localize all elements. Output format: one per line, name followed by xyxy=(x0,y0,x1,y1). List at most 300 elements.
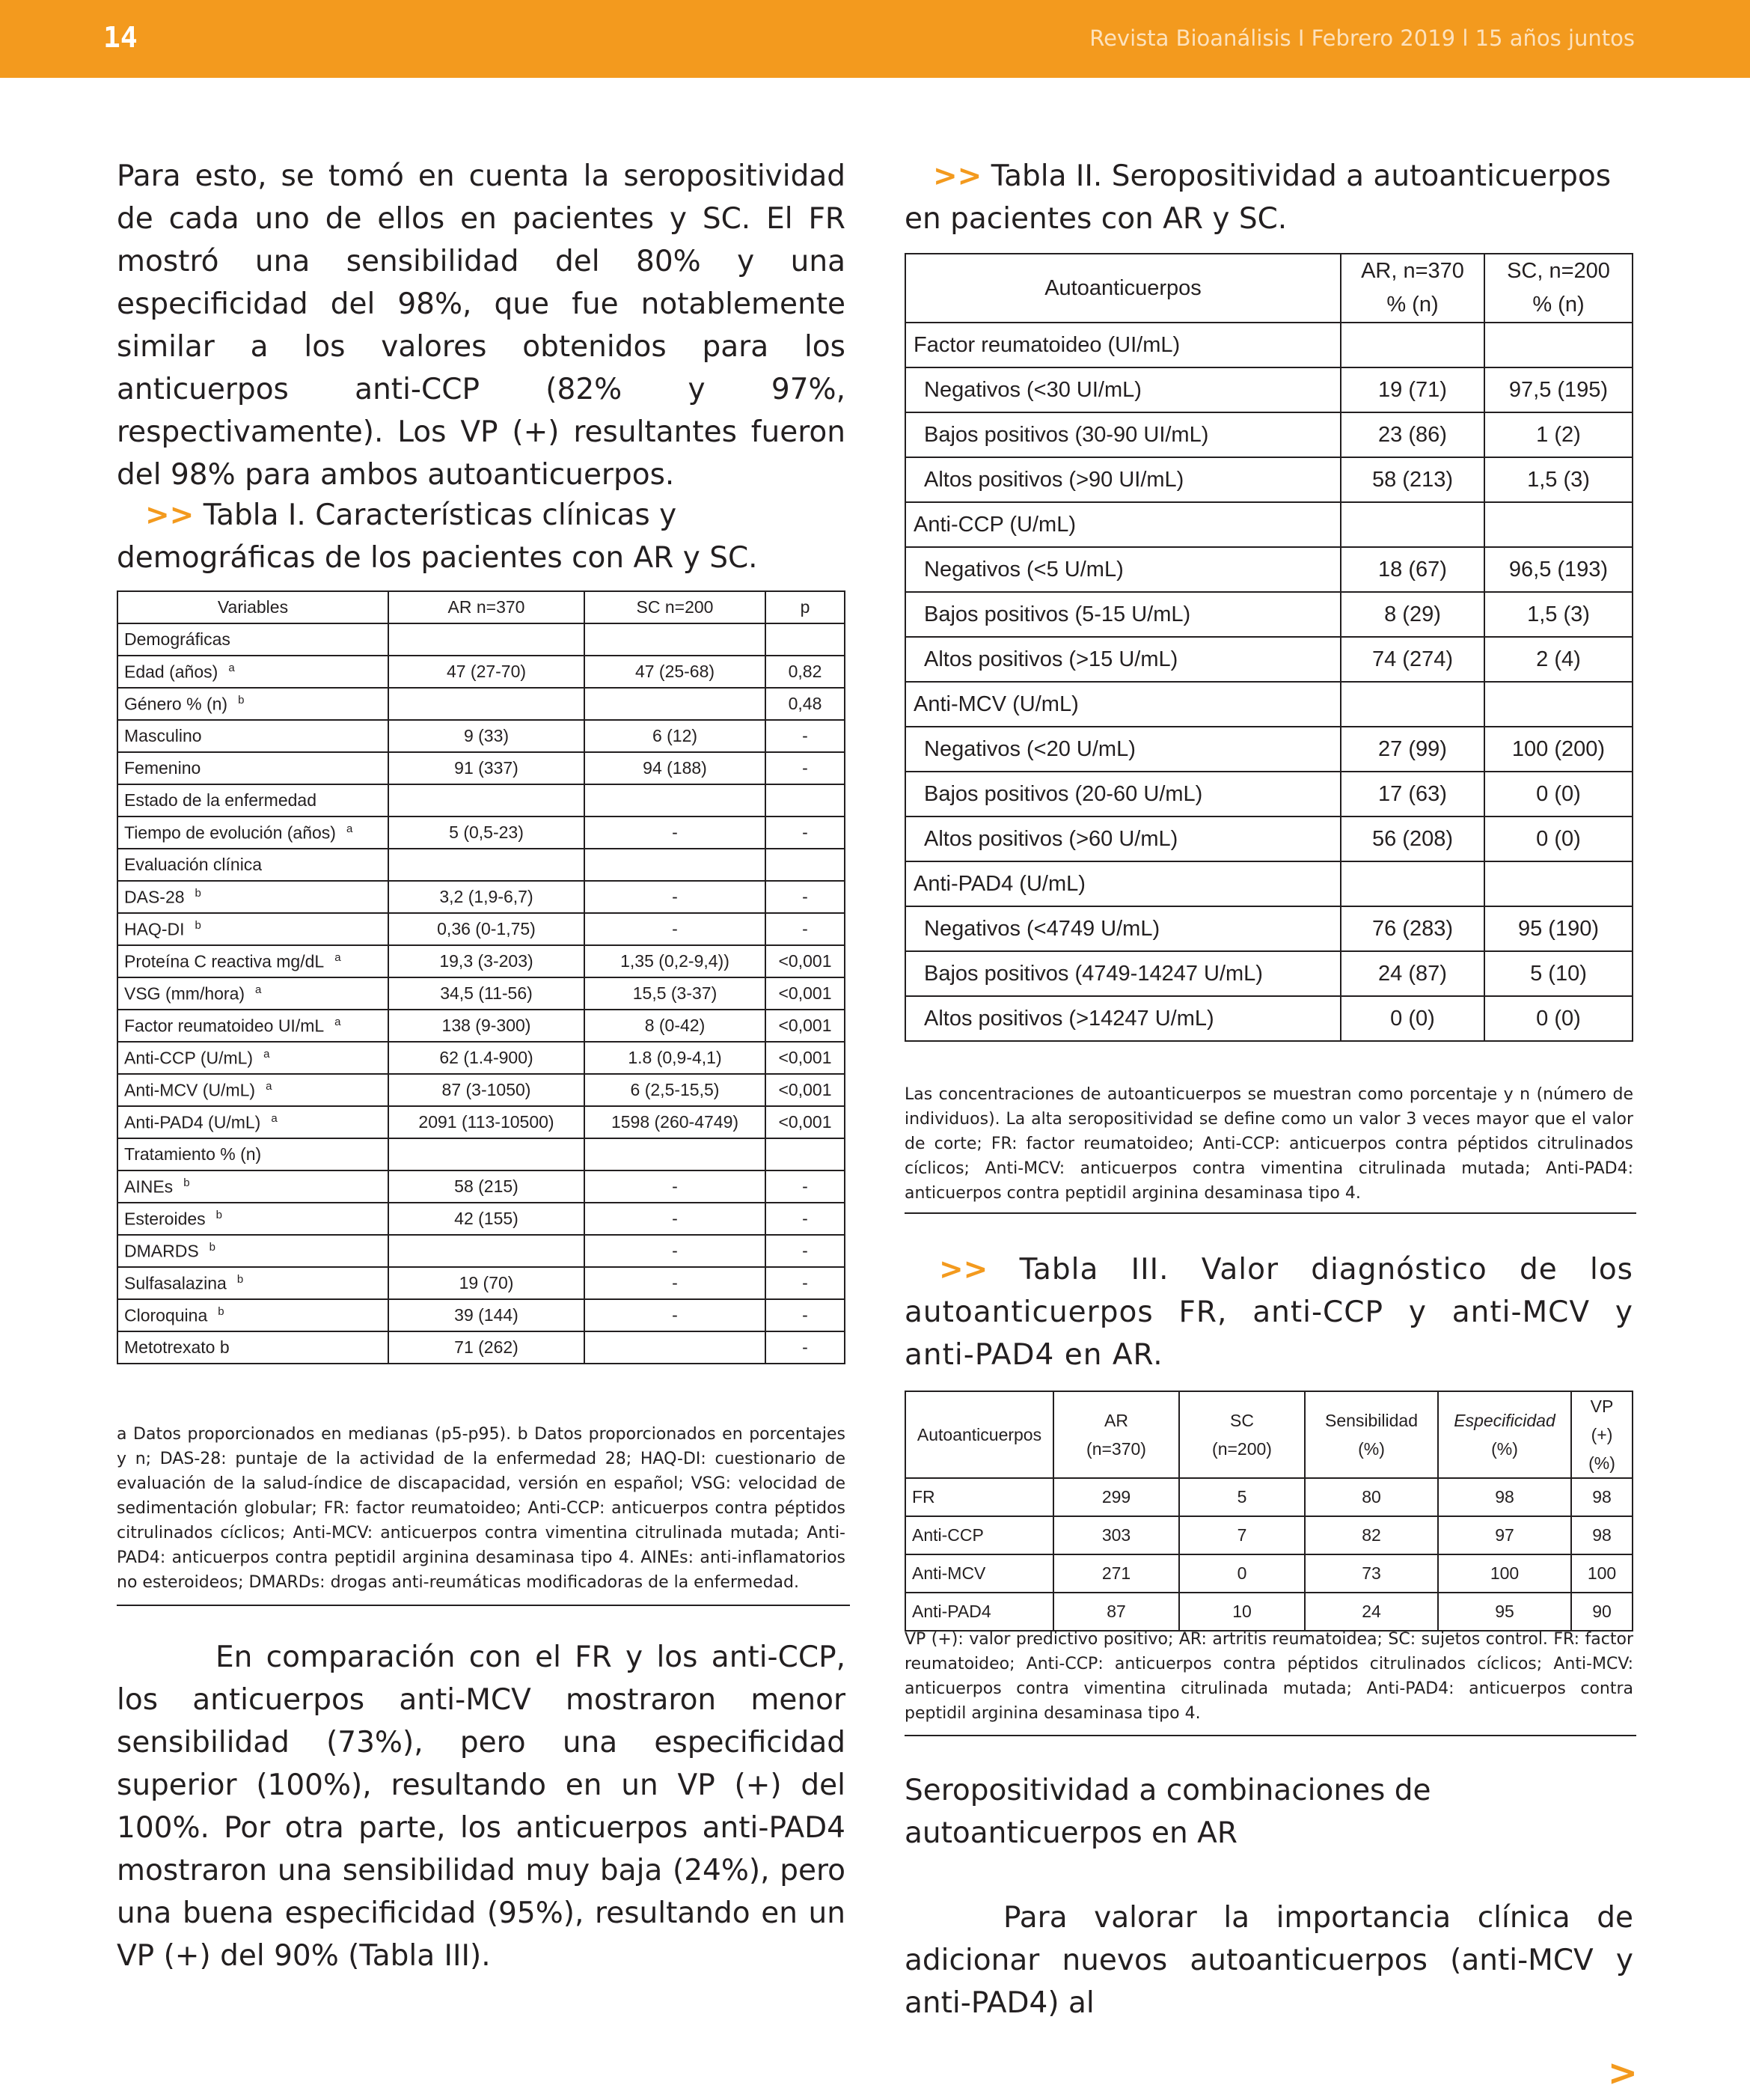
table1-row xyxy=(117,977,845,1010)
table2-cell-sc: 5 (10) xyxy=(1484,951,1633,996)
table1-cell-variable xyxy=(117,623,388,656)
table2-row xyxy=(905,951,1633,996)
table1-footnote-marker: b xyxy=(238,693,245,706)
table2-cell-ar: 24 (87) xyxy=(1341,951,1484,996)
table1-cell-variable xyxy=(117,1235,388,1267)
table2-cell-sc: 97,5 (195) xyxy=(1484,367,1633,412)
table3-header-line2: (n=200) xyxy=(1212,1439,1272,1459)
table1-row xyxy=(117,1203,845,1235)
table1-cell-variable xyxy=(117,1138,388,1170)
table2-cell-sc: 1,5 (3) xyxy=(1484,457,1633,502)
table3-header-cell xyxy=(1438,1391,1571,1478)
table2-cell-ar: 23 (86) xyxy=(1341,412,1484,457)
table3-cell-vp: 98 xyxy=(1571,1516,1633,1554)
table1 xyxy=(117,590,845,1364)
table1-variable-label: DMARDS xyxy=(124,1241,199,1261)
table1-variable-label: Esteroides xyxy=(124,1209,206,1229)
table1-cell-ar: 3,2 (1,9-6,7) xyxy=(388,881,584,913)
table1-footnote-marker: a xyxy=(334,1015,341,1028)
table1-row xyxy=(117,1042,845,1074)
table2-cell-sc xyxy=(1484,682,1633,727)
table1-row xyxy=(117,752,845,784)
table1-cell-ar xyxy=(388,623,584,656)
table2-cell-ar: 17 (63) xyxy=(1341,772,1484,817)
table2-cell-sc: 1,5 (3) xyxy=(1484,592,1633,637)
running-title: Revista Bioanálisis I Febrero 2019 l 15 años juntos xyxy=(1089,25,1635,51)
table1-cell-ar: 5 (0,5-23) xyxy=(388,817,584,849)
table1-row xyxy=(117,1138,845,1170)
table1-body xyxy=(117,623,845,1364)
table3-arrow: >> xyxy=(939,1253,988,1286)
table3-header-line1: Especificidad xyxy=(1454,1411,1555,1430)
table1-cell-p: - xyxy=(765,1203,845,1235)
table1-header-sc: SC n=200 xyxy=(584,591,765,623)
table1-cell-sc: - xyxy=(584,1235,765,1267)
table2-cell-label: Negativos (<20 U/mL) xyxy=(905,727,1341,772)
table1-variable-label: Femenino xyxy=(124,758,201,778)
table1-cell-p: <0,001 xyxy=(765,1010,845,1042)
table3-cell-ar: 299 xyxy=(1053,1478,1179,1516)
table1-cell-p: <0,001 xyxy=(765,945,845,977)
table1-variable-label: Proteína C reactiva mg/dL xyxy=(124,951,325,971)
table2-cell-label: Bajos positivos (20-60 U/mL) xyxy=(905,772,1341,817)
table1-footnote-marker: a xyxy=(271,1111,278,1125)
page-number: 14 xyxy=(103,21,138,54)
table1-variable-label: Cloroquina xyxy=(124,1305,208,1325)
table2-row xyxy=(905,861,1633,906)
table1-cell-variable xyxy=(117,881,388,913)
table1-row xyxy=(117,656,845,688)
table1-cell-p: <0,001 xyxy=(765,1042,845,1074)
table3-cell-name: Anti-PAD4 xyxy=(905,1593,1053,1631)
table1-row xyxy=(117,913,845,945)
table2-cell-ar: 74 (274) xyxy=(1341,637,1484,682)
table1-header-variables: Variables xyxy=(117,591,388,623)
table3-bottom-rule xyxy=(905,1735,1636,1736)
table2-body xyxy=(905,323,1633,1041)
table1-row xyxy=(117,1235,845,1267)
table1-cell-ar: 62 (1.4-900) xyxy=(388,1042,584,1074)
table1-cell-p: 0,48 xyxy=(765,688,845,720)
table3-cell-sens: 82 xyxy=(1305,1516,1438,1554)
table3-cell-ar: 303 xyxy=(1053,1516,1179,1554)
table1-cell-sc xyxy=(584,849,765,881)
table1-cell-variable xyxy=(117,752,388,784)
table2-row xyxy=(905,817,1633,861)
table2-cell-label: Negativos (<4749 U/mL) xyxy=(905,906,1341,951)
table2-header-autoanticuerpos: Autoanticuerpos xyxy=(905,254,1341,323)
table1-cell-p: - xyxy=(765,881,845,913)
table2-cell-ar xyxy=(1341,502,1484,547)
table1-cell-sc: 47 (25-68) xyxy=(584,656,765,688)
table2-row xyxy=(905,682,1633,727)
table1-footnote-marker: a xyxy=(346,822,353,835)
table1-cell-ar xyxy=(388,784,584,817)
table2-cell-ar: 76 (283) xyxy=(1341,906,1484,951)
table3-body xyxy=(905,1478,1633,1631)
table3-cell-spec: 100 xyxy=(1438,1554,1571,1593)
table1-cell-sc: - xyxy=(584,1267,765,1299)
table1-footnote-marker: b xyxy=(215,1208,223,1221)
table3-header-line1: Autoanticuerpos xyxy=(917,1425,1042,1444)
table1-cell-p xyxy=(765,849,845,881)
table1-cell-variable xyxy=(117,656,388,688)
table3-cell-ar: 271 xyxy=(1053,1554,1179,1593)
table1-cell-p: - xyxy=(765,1331,845,1364)
table3-row xyxy=(905,1478,1633,1516)
table3-header-line1: SC xyxy=(1230,1411,1254,1430)
table2-cell-sc: 96,5 (193) xyxy=(1484,547,1633,592)
table1-cell-p: - xyxy=(765,1235,845,1267)
table3-header-row xyxy=(905,1391,1633,1478)
table1-variable-label: Género % (n) xyxy=(124,694,228,714)
table1-cell-sc: 1598 (260-4749) xyxy=(584,1106,765,1138)
table1-variable-label: Sulfasalazina xyxy=(124,1273,227,1293)
table1-cell-ar xyxy=(388,688,584,720)
table1-row xyxy=(117,881,845,913)
table2-cell-sc: 100 (200) xyxy=(1484,727,1633,772)
table1-cell-ar: 71 (262) xyxy=(388,1331,584,1364)
continue-arrow-icon: > xyxy=(1607,2052,1638,2094)
table2-cell-sc: 0 (0) xyxy=(1484,817,1633,861)
table3-header-cell xyxy=(1571,1391,1633,1478)
table2-cell-sc: 2 (4) xyxy=(1484,637,1633,682)
table1-cell-variable xyxy=(117,945,388,977)
table1-cell-p: - xyxy=(765,913,845,945)
table1-cell-variable xyxy=(117,1331,388,1364)
table1-cell-sc xyxy=(584,623,765,656)
table1-row xyxy=(117,1267,845,1299)
table1-variable-label: Evaluación clínica xyxy=(124,855,263,874)
table1-variable-label: Demográficas xyxy=(124,629,230,649)
table1-cell-variable xyxy=(117,1299,388,1331)
table3-cell-spec: 97 xyxy=(1438,1516,1571,1554)
table1-cell-sc: 1.8 (0,9-4,1) xyxy=(584,1042,765,1074)
table3-footnote: VP (+): valor predictivo positivo; AR: artritis reumatoidea; SC: sujetos control. FR: factor reumatoideo; Anti-CCP: anticuerpos contra péptidos citrulinados cíclicos; Anti-MCV: anticuerpos contra vimentina citrulinada mutada; Anti-PAD4: anticuerpos contra peptidil arginina desaminasa tipo 4. xyxy=(905,1630,1633,1723)
table1-variable-label: HAQ-DI xyxy=(124,919,185,939)
table3-row xyxy=(905,1593,1633,1631)
table1-row xyxy=(117,784,845,817)
table1-bottom-rule xyxy=(117,1605,850,1606)
table2-row xyxy=(905,906,1633,951)
table1-cell-ar: 2091 (113-10500) xyxy=(388,1106,584,1138)
table3-header-line1: AR xyxy=(1104,1411,1128,1430)
table3-cell-sens: 24 xyxy=(1305,1593,1438,1631)
table1-cell-variable xyxy=(117,784,388,817)
table1-cell-ar: 42 (155) xyxy=(388,1203,584,1235)
table1-variable-label: Masculino xyxy=(124,726,202,745)
table2-cell-label: Bajos positivos (30-90 UI/mL) xyxy=(905,412,1341,457)
table3-cell-vp: 90 xyxy=(1571,1593,1633,1631)
table1-cell-variable xyxy=(117,1267,388,1299)
table1-cell-variable xyxy=(117,977,388,1010)
table2-header-sc-line2: % (n) xyxy=(1532,293,1585,317)
table1-cell-ar: 91 (337) xyxy=(388,752,584,784)
table3-row xyxy=(905,1516,1633,1554)
table1-cell-p: - xyxy=(765,720,845,752)
table2-row xyxy=(905,592,1633,637)
table1-row xyxy=(117,1010,845,1042)
table2-row xyxy=(905,547,1633,592)
table3-header-line2: (%) xyxy=(1358,1439,1385,1459)
table2 xyxy=(905,253,1633,1042)
table1-cell-p: - xyxy=(765,752,845,784)
table2-cell-label: Altos positivos (>14247 U/mL) xyxy=(905,996,1341,1041)
table1-cell-variable xyxy=(117,1010,388,1042)
table1-variable-label: Tiempo de evolución (años) xyxy=(124,822,336,843)
table1-cell-sc: - xyxy=(584,913,765,945)
table1-footnote-marker: a xyxy=(228,661,235,674)
table1-cell-ar: 47 (27-70) xyxy=(388,656,584,688)
table2-row xyxy=(905,637,1633,682)
table1-row xyxy=(117,945,845,977)
table3-header-cell xyxy=(1053,1391,1179,1478)
table2-cell-label: Altos positivos (>15 U/mL) xyxy=(905,637,1341,682)
table1-row xyxy=(117,720,845,752)
table3-header-cell xyxy=(1305,1391,1438,1478)
table2-caption xyxy=(905,155,1633,240)
table1-row xyxy=(117,817,845,849)
table2-cell-label: Negativos (<30 UI/mL) xyxy=(905,367,1341,412)
table1-cell-ar: 58 (215) xyxy=(388,1170,584,1203)
table1-cell-ar xyxy=(388,1235,584,1267)
table2-cell-label: Bajos positivos (5-15 U/mL) xyxy=(905,592,1341,637)
table1-cell-ar xyxy=(388,1138,584,1170)
table2-header-row xyxy=(905,254,1633,323)
table1-cell-sc: 6 (12) xyxy=(584,720,765,752)
table1-variable-label: Tratamiento % (n) xyxy=(124,1144,262,1164)
table3-cell-name: FR xyxy=(905,1478,1053,1516)
table1-cell-sc xyxy=(584,688,765,720)
table3-cell-spec: 95 xyxy=(1438,1593,1571,1631)
table1-cell-variable xyxy=(117,849,388,881)
table1-cell-ar: 138 (9-300) xyxy=(388,1010,584,1042)
table1-cell-sc xyxy=(584,1331,765,1364)
table1-cell-p: <0,001 xyxy=(765,1106,845,1138)
table1-cell-ar: 87 (3-1050) xyxy=(388,1074,584,1106)
table1-cell-sc: - xyxy=(584,1170,765,1203)
table2-cell-sc: 0 (0) xyxy=(1484,996,1633,1041)
table3-header-line2: (n=370) xyxy=(1086,1439,1146,1459)
table3-row xyxy=(905,1554,1633,1593)
table1-cell-variable xyxy=(117,1170,388,1203)
table2-row xyxy=(905,457,1633,502)
table2-cell-ar: 19 (71) xyxy=(1341,367,1484,412)
table2-cell-ar xyxy=(1341,861,1484,906)
table3-cell-sc: 10 xyxy=(1179,1593,1305,1631)
table3-header-line2: (%) xyxy=(1588,1453,1615,1473)
table3-cell-sc: 5 xyxy=(1179,1478,1305,1516)
table3-cell-vp: 98 xyxy=(1571,1478,1633,1516)
table1-variable-label: Anti-CCP (U/mL) xyxy=(124,1048,254,1068)
table1-cell-sc: - xyxy=(584,1299,765,1331)
table2-cell-sc xyxy=(1484,861,1633,906)
table1-variable-label: DAS-28 xyxy=(124,887,185,907)
table2-header-ar xyxy=(1341,254,1484,323)
table1-variable-label: Anti-PAD4 (U/mL) xyxy=(124,1112,261,1132)
table2-cell-label: Altos positivos (>90 UI/mL) xyxy=(905,457,1341,502)
table3-header-line1: Sensibilidad xyxy=(1324,1411,1419,1430)
table3-cell-name: Anti-CCP xyxy=(905,1516,1053,1554)
table1-footnote-marker: a xyxy=(263,1047,270,1060)
table1-footnote-marker: a xyxy=(334,950,341,964)
table1-cell-p: - xyxy=(765,1299,845,1331)
table2-cell-ar: 56 (208) xyxy=(1341,817,1484,861)
table3-cell-sc: 0 xyxy=(1179,1554,1305,1593)
table1-footnote: a Datos proporcionados en medianas (p5-p95). b Datos proporcionados en porcentajes y n; DAS-28: puntaje de la actividad de la enfermedad 28; HAQ-DI: cuestionario de evaluación de la salud-índice de discapacidad, versión en español; VSG: velocidad de sedimentación globular; FR: factor reumatoideo; Anti-CCP: anticuerpos contra péptidos citrulinados cíclicos; Anti-MCV: anticuerpos contra vimentina citrulinada mutada; Anti-PAD4: anticuerpos contra peptidil arginina desaminasa tipo 4. AINEs: anti-inflamatorios no esteroideos; DMARDs: drogas anti-reumáticas modificadoras de la enfermedad. xyxy=(117,1425,845,1592)
table1-caption-text: Tabla I. Características clínicas y demográficas de los pacientes con AR y SC. xyxy=(117,498,758,575)
table2-row xyxy=(905,772,1633,817)
table3-caption xyxy=(905,1248,1633,1376)
table2-header-sc-line1: SC, n=200 xyxy=(1507,259,1610,283)
table3-header-cell xyxy=(1179,1391,1305,1478)
table2-cell-label: Altos positivos (>60 U/mL) xyxy=(905,817,1341,861)
table1-cell-sc: 8 (0-42) xyxy=(584,1010,765,1042)
table1-cell-p xyxy=(765,1138,845,1170)
table3-header-line2: (%) xyxy=(1491,1439,1518,1459)
table2-cell-sc: 1 (2) xyxy=(1484,412,1633,457)
section-heading: Seropositividad a combinaciones de autoanticuerpos en AR xyxy=(905,1774,1431,1850)
table2-cell-ar: 58 (213) xyxy=(1341,457,1484,502)
table1-cell-ar: 9 (33) xyxy=(388,720,584,752)
table1-cell-sc: 6 (2,5-15,5) xyxy=(584,1074,765,1106)
table2-row xyxy=(905,367,1633,412)
table2-row xyxy=(905,323,1633,367)
comparison-paragraph: En comparación con el FR y los anti-CCP, los anticuerpos anti-MCV mostraron menor sensibilidad (73%), pero una especificidad superior (100%), resultando en un VP (+) del 100%. Por otra parte, los anticuerpos anti-PAD4 mostraron una sensibilidad muy baja (24%), pero una buena especificidad (95%), resultando en un VP (+) del 90% (Tabla III). xyxy=(117,1640,845,1973)
table2-row xyxy=(905,996,1633,1041)
table1-cell-p: 0,82 xyxy=(765,656,845,688)
table1-cell-sc: - xyxy=(584,817,765,849)
table1-footnote-marker: a xyxy=(266,1079,272,1093)
table2-caption-text: Tabla II. Seropositividad a autoanticuerpos en pacientes con AR y SC. xyxy=(905,159,1612,236)
table1-row xyxy=(117,688,845,720)
table1-cell-p xyxy=(765,623,845,656)
table1-cell-ar: 0,36 (0-1,75) xyxy=(388,913,584,945)
table1-footnote-marker: b xyxy=(218,1304,224,1318)
table2-row xyxy=(905,502,1633,547)
table1-cell-ar: 39 (144) xyxy=(388,1299,584,1331)
table2-cell-label: Anti-CCP (U/mL) xyxy=(905,502,1341,547)
table2-header-ar-line1: AR, n=370 xyxy=(1361,259,1464,283)
table1-row xyxy=(117,849,845,881)
table1-header-ar: AR n=370 xyxy=(388,591,584,623)
table2-cell-label: Anti-PAD4 (U/mL) xyxy=(905,861,1341,906)
table1-cell-p: <0,001 xyxy=(765,1074,845,1106)
table1-row xyxy=(117,1074,845,1106)
table1-row xyxy=(117,1170,845,1203)
table2-cell-ar: 8 (29) xyxy=(1341,592,1484,637)
table1-cell-sc: - xyxy=(584,1203,765,1235)
table1-cell-sc: - xyxy=(584,881,765,913)
table3 xyxy=(905,1391,1633,1632)
table2-cell-ar: 27 (99) xyxy=(1341,727,1484,772)
table1-cell-sc xyxy=(584,1138,765,1170)
table3-header-line1: VP (+) xyxy=(1590,1397,1614,1444)
table1-cell-p: - xyxy=(765,1267,845,1299)
table2-cell-sc xyxy=(1484,323,1633,367)
table1-footnote-marker: b xyxy=(195,918,201,932)
table1-header-p: p xyxy=(765,591,845,623)
table1-cell-p xyxy=(765,784,845,817)
table3-cell-sens: 80 xyxy=(1305,1478,1438,1516)
table2-cell-ar xyxy=(1341,323,1484,367)
table1-cell-sc: 1,35 (0,2-9,4)) xyxy=(584,945,765,977)
table1-footnote-marker: a xyxy=(255,983,262,996)
table2-bottom-rule xyxy=(905,1212,1636,1214)
table1-variable-label: Anti-MCV (U/mL) xyxy=(124,1080,256,1100)
table1-variable-label: Metotrexato b xyxy=(124,1337,230,1357)
table1-row xyxy=(117,1106,845,1138)
table1-cell-ar: 34,5 (11-56) xyxy=(388,977,584,1010)
table3-cell-ar: 87 xyxy=(1053,1593,1179,1631)
table1-row xyxy=(117,623,845,656)
final-paragraph: Para valorar la importancia clínica de adicionar nuevos autoanticuerpos (anti-MCV y anti-PAD4) al xyxy=(905,1901,1633,2020)
table3-header-cell xyxy=(905,1391,1053,1478)
table2-cell-ar: 0 (0) xyxy=(1341,996,1484,1041)
table1-variable-label: Edad (años) xyxy=(124,662,218,682)
table2-footnote: Las concentraciones de autoanticuerpos se muestran como porcentaje y n (número de individuos). La alta seropositividad se define como un valor 3 veces mayor que el valor de corte; FR: factor reumatoideo; Anti-CCP: anticuerpos contra péptidos citrulinados cíclicos; Anti-MCV: anticuerpos contra vimentina citrulinada mutada; Anti-PAD4: anticuerpos contra peptidil arginina desaminasa tipo 4. xyxy=(905,1085,1633,1203)
table1-cell-variable xyxy=(117,688,388,720)
table3-cell-sens: 73 xyxy=(1305,1554,1438,1593)
table3-cell-spec: 98 xyxy=(1438,1478,1571,1516)
table2-cell-label: Factor reumatoideo (UI/mL) xyxy=(905,323,1341,367)
table2-row xyxy=(905,412,1633,457)
table3-cell-name: Anti-MCV xyxy=(905,1554,1053,1593)
table1-footnote-marker: b xyxy=(195,886,201,900)
intro-paragraph: Para esto, se tomó en cuenta la seropositividad de cada uno de ellos en pacientes y SC. El FR mostró una sensibilidad del 80% y una especificidad del 98%, que fue notablemente similar a los valores obtenidos para los anticuerpos anti-CCP (82% y 97%, respectivamente). Los VP (+) resultantes fueron del 98% para ambos autoanticuerpos. xyxy=(117,159,845,492)
table1-cell-p: - xyxy=(765,1170,845,1203)
table2-cell-label: Anti-MCV (U/mL) xyxy=(905,682,1341,727)
table1-cell-p: <0,001 xyxy=(765,977,845,1010)
table1-footnote-marker: b xyxy=(209,1240,216,1254)
table2-row xyxy=(905,727,1633,772)
table1-cell-variable xyxy=(117,1106,388,1138)
table1-arrow: >> xyxy=(145,498,195,532)
table1-header-row xyxy=(117,591,845,623)
table2-header-sc xyxy=(1484,254,1633,323)
table1-variable-label: AINEs xyxy=(124,1176,174,1197)
table1-row xyxy=(117,1299,845,1331)
table1-cell-p: - xyxy=(765,817,845,849)
table1-cell-sc xyxy=(584,784,765,817)
table2-header-ar-line2: % (n) xyxy=(1386,293,1439,317)
table3-cell-sc: 7 xyxy=(1179,1516,1305,1554)
table1-cell-variable xyxy=(117,1074,388,1106)
table1-row xyxy=(117,1331,845,1364)
table1-cell-ar xyxy=(388,849,584,881)
table1-cell-ar: 19,3 (3-203) xyxy=(388,945,584,977)
table1-footnote-marker: b xyxy=(236,1272,244,1286)
table1-cell-variable xyxy=(117,913,388,945)
table3-caption-text: Tabla III. Valor diagnóstico de los autoanticuerpos FR, anti-CCP y anti-MCV y anti-PAD4 en AR. xyxy=(905,1253,1633,1372)
table2-cell-ar: 18 (67) xyxy=(1341,547,1484,592)
table1-variable-label: VSG (mm/hora) xyxy=(124,983,245,1004)
table1-cell-variable xyxy=(117,1203,388,1235)
table1-cell-variable xyxy=(117,817,388,849)
table1-cell-variable xyxy=(117,720,388,752)
header-bar xyxy=(0,0,1750,78)
table2-cell-sc: 95 (190) xyxy=(1484,906,1633,951)
table2-cell-label: Negativos (<5 U/mL) xyxy=(905,547,1341,592)
table1-cell-ar: 19 (70) xyxy=(388,1267,584,1299)
table2-cell-sc: 0 (0) xyxy=(1484,772,1633,817)
table1-variable-label: Estado de la enfermedad xyxy=(124,790,317,810)
table1-caption xyxy=(117,494,845,579)
table1-cell-variable xyxy=(117,1042,388,1074)
table1-footnote-marker: b xyxy=(183,1176,190,1189)
table1-variable-label: Factor reumatoideo UI/mL xyxy=(124,1016,325,1036)
table3-cell-vp: 100 xyxy=(1571,1554,1633,1593)
